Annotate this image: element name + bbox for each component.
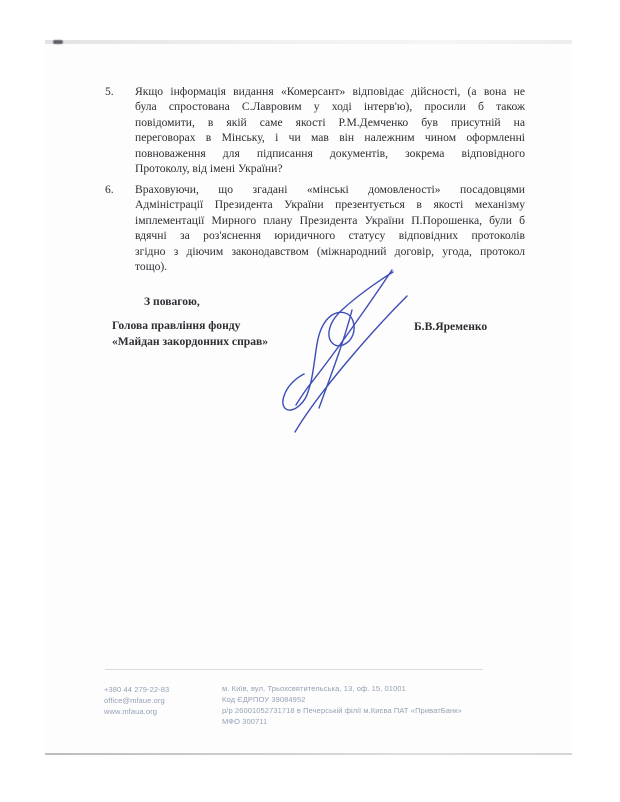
paragraph-line: згідно з діючим законодавством (міжнародний договір, угода, протокол xyxy=(135,244,525,258)
paper-top-edge-shadow xyxy=(45,40,572,44)
paragraph-line: Протоколу, від імені України? xyxy=(135,162,283,176)
paragraph-line: переговорах в Мінську, і чи мав він належним чином оформленні xyxy=(135,131,525,145)
paragraph-line: Якщо інформація видання «Комерсант» відповідає дійсності, (а вона не xyxy=(135,85,525,98)
paragraph-line: була спростована С.Лавровим у ході інтерв'ю), просили б також xyxy=(135,100,525,114)
footer-divider-line xyxy=(105,669,483,670)
signer-title-line1: Голова правління фонду xyxy=(112,319,241,332)
paragraph-line: тощо). xyxy=(135,260,168,274)
paragraph-line: вдячні за роз'яснення юридичного статусу відповідних протоколів xyxy=(135,229,525,243)
handwritten-signature xyxy=(275,258,415,433)
footer-details-block xyxy=(222,683,462,727)
footer-website: www.mfaua.org xyxy=(104,707,157,716)
paper-bottom-edge-shadow xyxy=(45,753,572,755)
footer-phone: +380 44 279-22-83 xyxy=(104,685,170,694)
signer-name: Б.В.Яременко xyxy=(414,320,488,333)
closing-salutation: З повагою, xyxy=(144,295,200,308)
signer-title-line2: «Майдан закордонних справ» xyxy=(112,335,269,348)
footer-address: м. Київ, вул. Трьохсвятительська, 13, оф. 15, 01001 xyxy=(222,684,406,693)
paragraph-line: Враховуючи, що згадані «мінські домовленості» посадовцями xyxy=(135,183,525,196)
footer-mfo-code: МФО 300711 xyxy=(222,717,268,726)
list-item-number: 5. xyxy=(105,85,114,98)
paragraph-line: Адміністрації Президента України презентується в якості механізму xyxy=(135,198,525,212)
scan-artifact-mark xyxy=(53,40,63,44)
list-item-number: 6. xyxy=(105,183,114,196)
footer-edrpou-code: Код ЄДРПОУ 39084952 xyxy=(222,695,306,704)
list-item-text xyxy=(135,84,525,176)
paragraph-line: імплементації Мирного плану Президента України П.Порошенка, були б xyxy=(135,213,525,227)
signer-title xyxy=(112,318,268,350)
paragraph-line: повідомити, в якій саме якості Р.М.Демченко був присутній на xyxy=(135,115,525,129)
list-item-5 xyxy=(105,84,525,176)
footer-contact-block xyxy=(104,684,169,717)
footer-email: office@mfaue.org xyxy=(104,696,165,705)
paragraph-line: повноваження для підписання документів, зокрема відповідного xyxy=(135,146,525,160)
footer-bank-account: р/р 26001052731718 в Печерській філії м.Києва ПАТ «ПриватБанк» xyxy=(222,706,462,715)
